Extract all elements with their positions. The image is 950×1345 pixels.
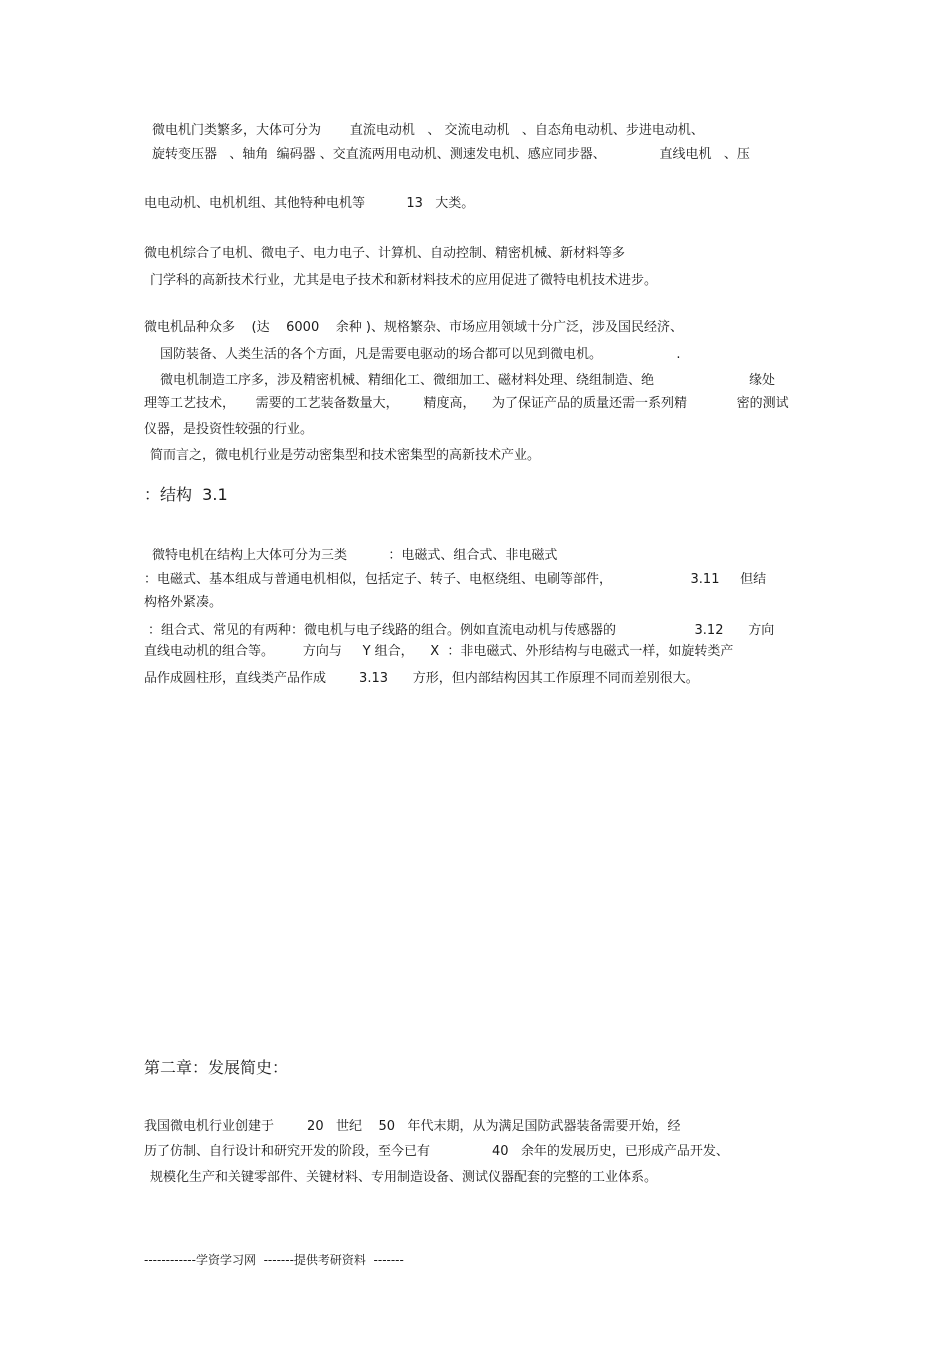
page-footer: ------------学资学习网 -------提供考研资料 ------- [144, 1253, 404, 1267]
intro-p1-line1: 微电机门类繁多，大体可分为 直流电动机 、 交流电动机 、自态角电动机、步进电动机、 [152, 123, 704, 138]
structure-line1: 微特电机在结构上大体可分为三类 ：电磁式、组合式、非电磁式 [152, 548, 558, 563]
history-line3: 规模化生产和关键零部件、关键材料、专用制造设备、测试仪器配套的完整的工业体系。 [150, 1170, 658, 1185]
structure-line4: ：组合式、常见的有两种：微电机与电子线路的组合。例如直流电动机与传感器的 3.12 方向 [148, 623, 775, 638]
structure-line2: ：电磁式、基本组成与普通电机相似，包括定子、转子、电枢绕组、电刷等部件， 3.11 但结 [144, 572, 767, 587]
structure-line5: 直线电动机的组合等。 方向与 Y 组合， X ：非电磁式、外形结构与电磁式一样，如旋转类产 [144, 644, 734, 659]
intro-p1-line3: 电电动机、电机机组、其他特种电机等 13 大类。 [144, 196, 475, 211]
intro-p3-line5: 仪器，是投资性较强的行业。 [144, 422, 314, 437]
chapter-heading-history: 第二章：发展简史： [144, 1058, 289, 1077]
intro-p2-line2: 门学科的高新技术行业，尤其是电子技术和新材料技术的应用促进了微特电机技术进步。 [150, 273, 658, 288]
intro-p3-line1: 微电机品种众多 (达 6000 余种 )、规格繁杂、市场应用领域十分广泛，涉及国民经济、 [144, 320, 683, 335]
intro-p3-line6: 简而言之，微电机行业是劳动密集型和技术密集型的高新技术产业。 [150, 448, 541, 463]
structure-line6: 品作成圆柱形，直线类产品作成 3.13 方形，但内部结构因其工作原理不同而差别很大。 [144, 671, 699, 686]
intro-p3-line3: 微电机制造工序多，涉及精密机械、精细化工、微细加工、磁材料处理、绕组制造、绝 缘处 [160, 373, 776, 388]
structure-line3: 构格外紧凑。 [144, 595, 223, 610]
history-line2: 历了仿制、自行设计和研究开发的阶段，至今已有 40 余年的发展历史，已形成产品开发、 [144, 1144, 729, 1159]
intro-p3-line4: 理等工艺技术， 需要的工艺装备数量大， 精度高， 为了保证产品的质量还需一系列精 密的测试 [144, 396, 789, 411]
history-line1: 我国微电机行业创建于 20 世纪 50 年代末期，从为满足国防武器装备需要开始，经 [144, 1119, 681, 1134]
intro-p2-line1: 微电机综合了电机、微电子、电力电子、计算机、自动控制、精密机械、新材料等多 [144, 246, 626, 261]
intro-p3-line2: 国防装备、人类生活的各个方面，凡是需要电驱动的场合都可以见到微电机。 . [160, 347, 681, 362]
intro-p1-line2: 旋转变压器 、轴角 编码器 、交直流两用电动机、测速发电机、感应同步器、 直线电机 、压 [152, 147, 750, 162]
section-heading-structure: ：结构 3.1 [144, 485, 228, 504]
